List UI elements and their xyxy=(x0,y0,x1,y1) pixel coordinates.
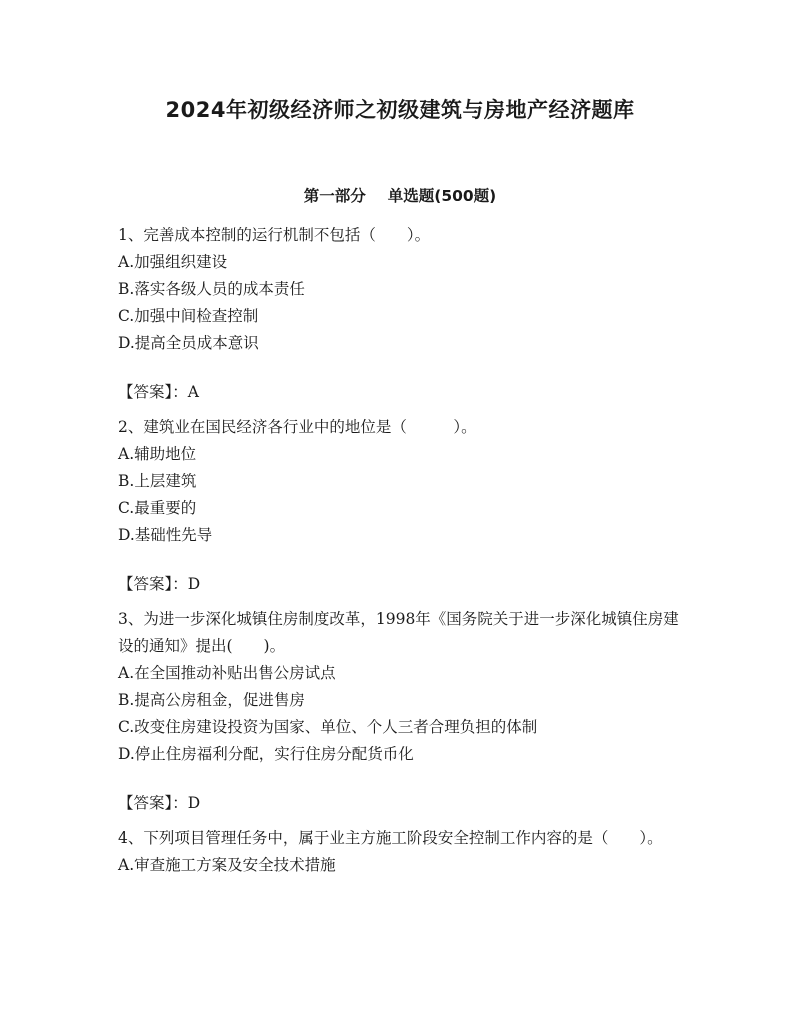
option-b: B.上层建筑 xyxy=(118,472,197,490)
section-heading xyxy=(0,184,800,206)
option-a: A.审查施工方案及安全技术措施 xyxy=(118,856,336,874)
question-stem: 2、建筑业在国民经济各行业中的地位是（ ）。 xyxy=(118,418,477,436)
question-stem: 1、完善成本控制的运行机制不包括（ ）。 xyxy=(118,226,431,244)
option-d: D.基础性先导 xyxy=(118,526,213,544)
option-d: D.停止住房福利分配，实行住房分配货币化 xyxy=(118,745,414,763)
question-1 xyxy=(118,222,688,406)
document-title: 2024年初级经济师之初级建筑与房地产经济题库 xyxy=(165,98,635,122)
question-3 xyxy=(118,606,688,817)
answer-label: 【答案】：D xyxy=(118,794,201,812)
question-2 xyxy=(118,414,688,598)
question-stem: 3、为进一步深化城镇住房制度改革，1998年《国务院关于进一步深化城镇住房建设的通知》提出( )。 xyxy=(118,610,679,655)
question-stem: 4、下列项目管理任务中，属于业主方施工阶段安全控制工作内容的是（ ）。 xyxy=(118,829,663,847)
option-a: A.辅助地位 xyxy=(118,445,197,463)
answer-label: 【答案】：D xyxy=(118,575,201,593)
question-4 xyxy=(118,825,688,879)
option-b: B.提高公房租金，促进售房 xyxy=(118,691,305,709)
question-list xyxy=(118,222,688,879)
option-c: C.加强中间检查控制 xyxy=(118,307,259,325)
option-a: A.在全国推动补贴出售公房试点 xyxy=(118,664,336,682)
option-c: C.最重要的 xyxy=(118,499,197,517)
option-c: C.改变住房建设投资为国家、单位、个人三者合理负担的体制 xyxy=(118,718,538,736)
option-d: D.提高全员成本意识 xyxy=(118,334,259,352)
section-name: 单选题(500题) xyxy=(387,187,497,205)
section-part: 第一部分 xyxy=(303,187,366,205)
option-b: B.落实各级人员的成本责任 xyxy=(118,280,305,298)
answer-label: 【答案】：A xyxy=(118,383,199,401)
option-a: A.加强组织建设 xyxy=(118,253,228,271)
